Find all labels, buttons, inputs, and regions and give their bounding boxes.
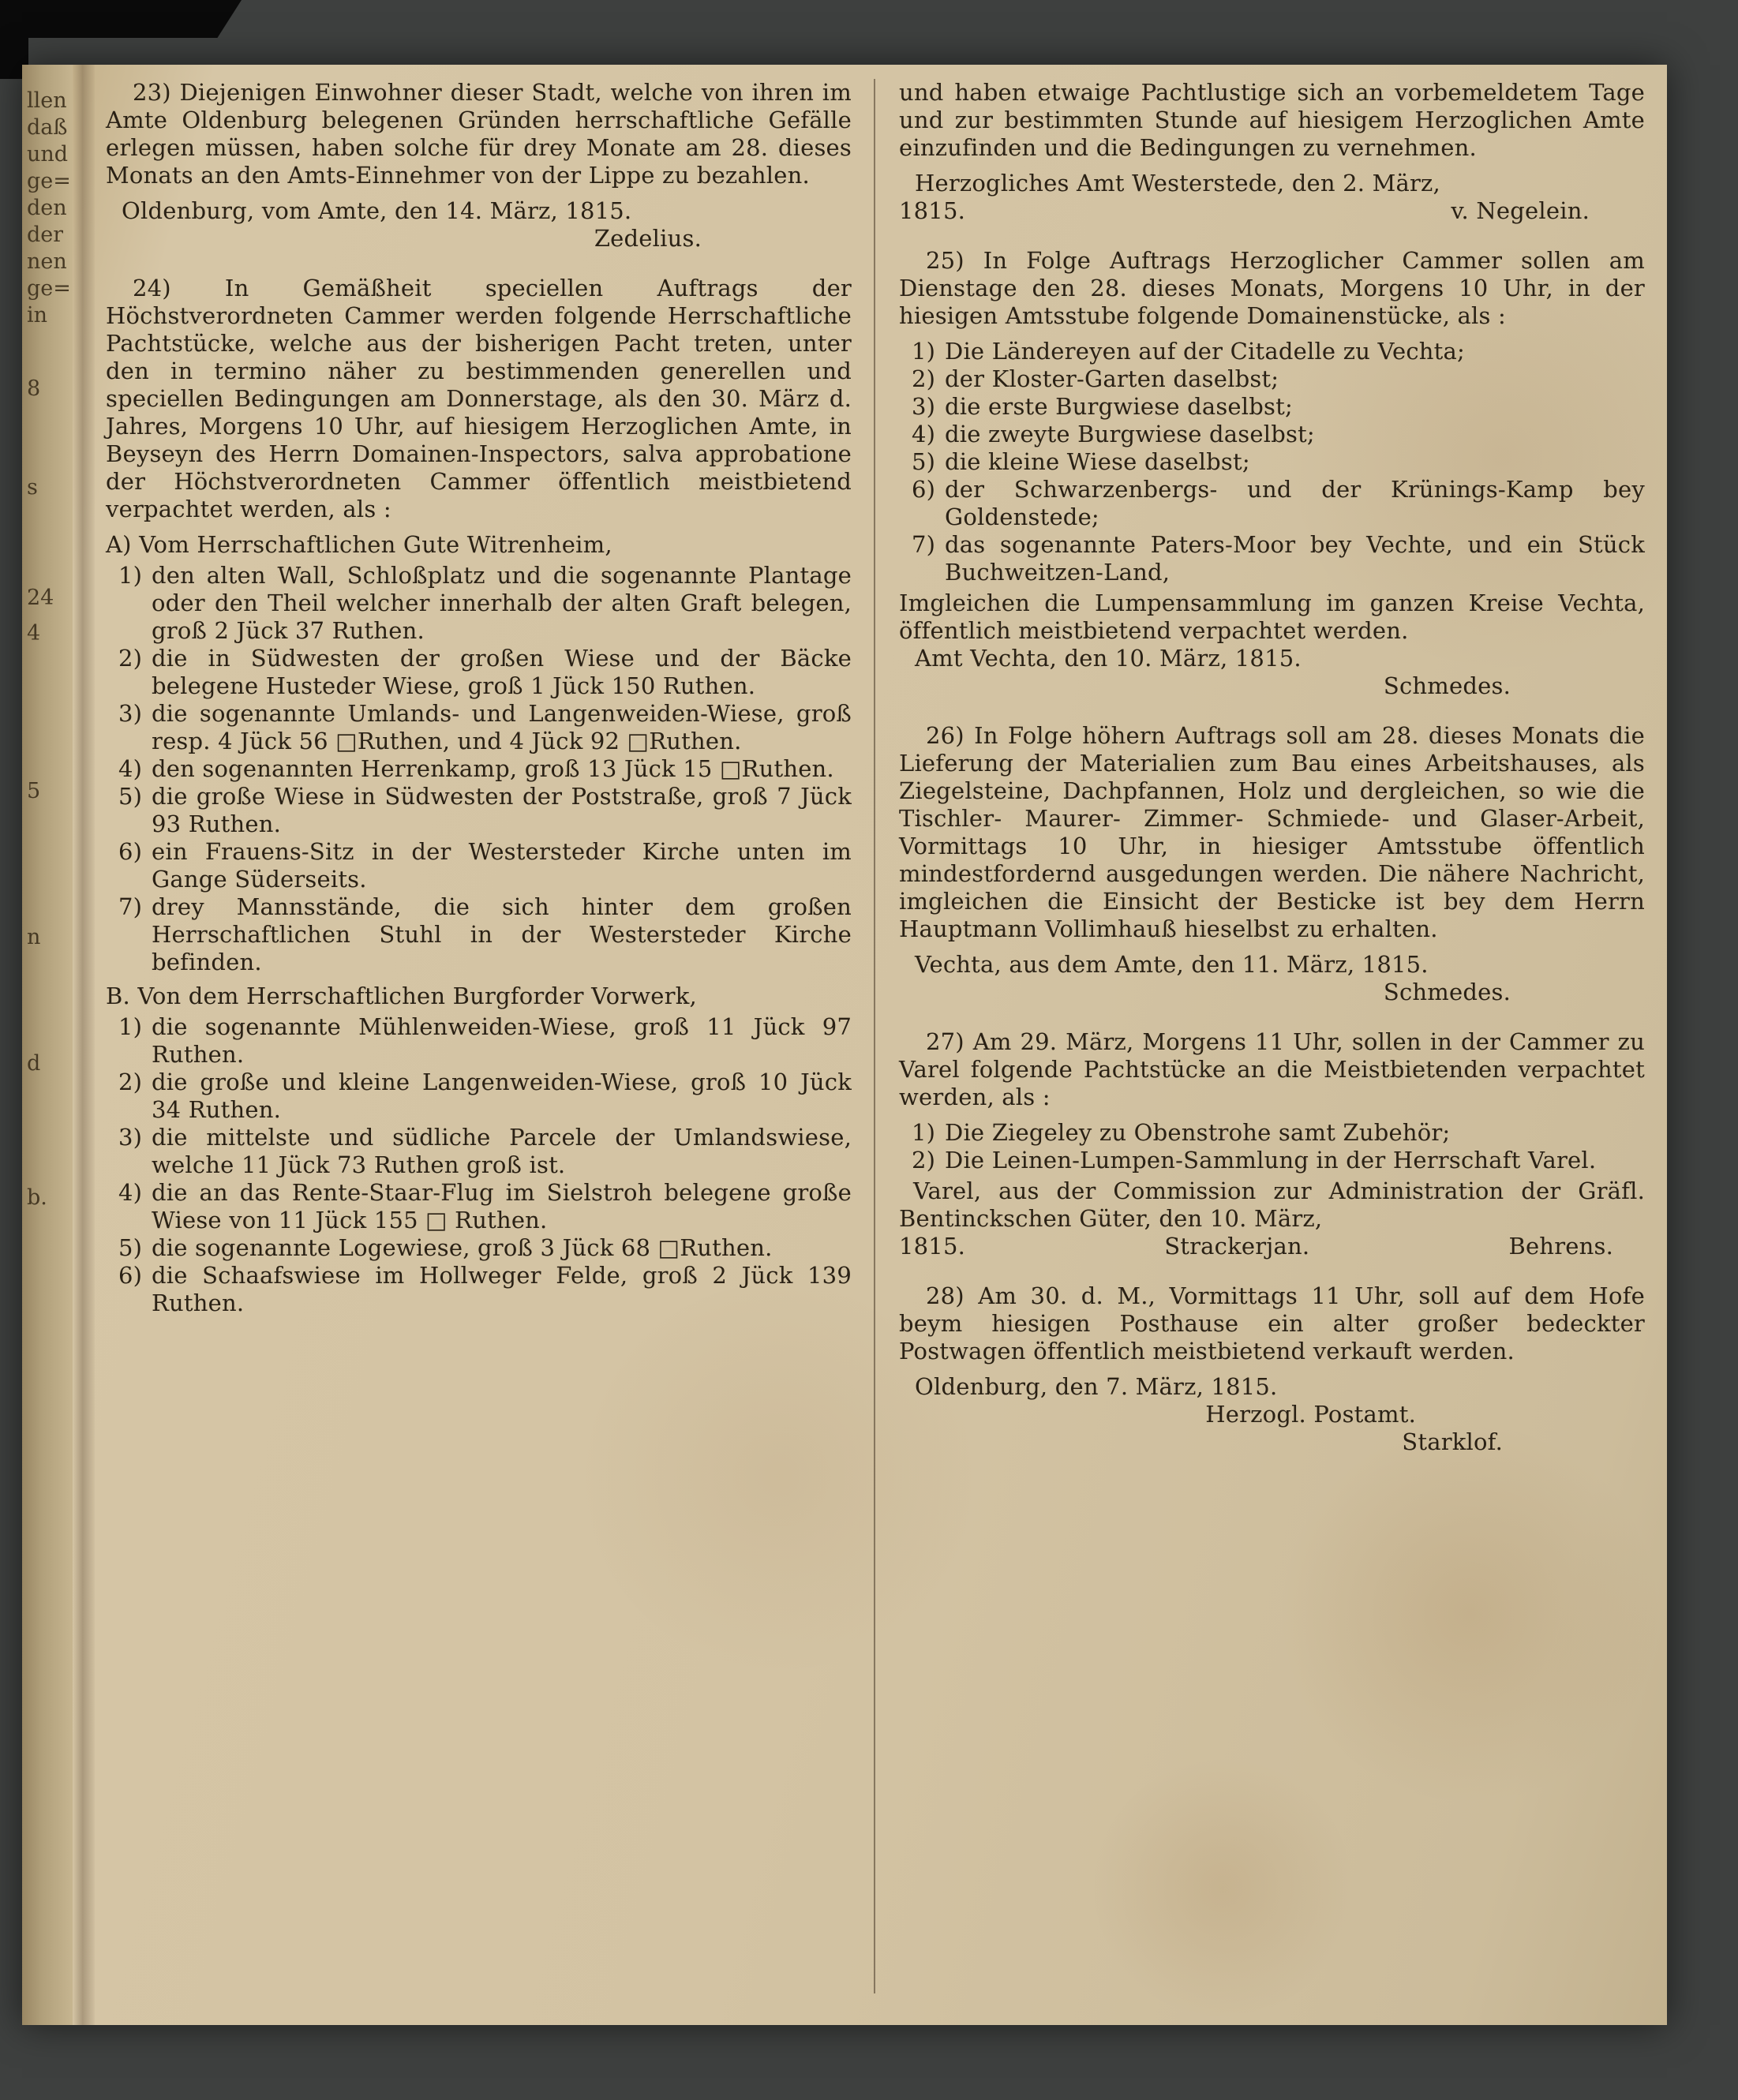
- notice-27-closing: Varel, aus der Commission zur Administration der Gräfl. Bentinckschen Güter, den 10. März,: [899, 1177, 1645, 1232]
- spine-text-fragment: der: [27, 223, 64, 247]
- notice-28-body: 28) Am 30. d. M., Vormittags 11 Uhr, soll auf dem Hofe beym hiesigen Posthause ein alter großer bedeckter Postwagen öffentlich meistbietend verkauft werden.: [899, 1282, 1645, 1364]
- list-item: [106, 1262, 852, 1317]
- list-item-number: 1): [118, 1013, 143, 1040]
- notice-27-list: [899, 1119, 1645, 1174]
- list-item: [899, 421, 1645, 448]
- notice-27: [899, 1028, 1645, 1260]
- list-item-text: die sogenannte Logewiese, groß 3 Jück 68 □Ruthen.: [152, 1234, 773, 1261]
- continuation-body: und haben etwaige Pachtlustige sich an vorbemeldetem Tage und zur bestimmten Stunde auf hiesigem Herzoglichen Amte einzufinden und die Bedingungen zu vernehmen.: [899, 79, 1645, 161]
- continuation-signature-line: [899, 197, 1645, 225]
- notice-25-signature: Schmedes.: [1383, 672, 1511, 699]
- spine-text-fragment: und: [27, 142, 69, 167]
- notice-24-body: 24) In Gemäßheit speciellen Auftrags der Höchstverordneten Cammer werden folgende Herrschaftliche Pachtstücke, welche aus der bisherigen Pacht treten, unter den in termino näher zu bestimmenden generellen und speciellen Bedingungen am Donnerstage, als den 30. März d. Jahres, Morgens 10 Uhr, auf hiesigem Herzoglichen Amte, in Beyseyn des Herrn Domainen-Inspectors, salva approbatione der Höchstverordneten Cammer öffentlich meistbietend verpachtet werden, als :: [106, 275, 852, 522]
- notice-25: [899, 247, 1645, 700]
- notice-26-signature: Schmedes.: [1383, 979, 1511, 1005]
- notice-24-section-a-heading: A) Vom Herrschaftlichen Gute Witrenheim,: [106, 531, 612, 558]
- list-item: [899, 365, 1645, 393]
- list-item: [899, 476, 1645, 531]
- list-item-number: 4): [118, 1179, 143, 1206]
- list-item-number: 3): [912, 393, 936, 420]
- notice-26-dateline: Vechta, aus dem Amte, den 11. März, 1815.: [915, 951, 1429, 978]
- list-item: [106, 1069, 852, 1124]
- notice-23-body: 23) Diejenigen Einwohner dieser Stadt, welche von ihren im Amte Oldenburg belegenen Gründen herrschaftliche Gefälle erlegen müssen, haben solche für drey Monate am 28. dieses Monats an den Amts-Einnehmer von der Lippe zu bezahlen.: [106, 79, 852, 189]
- notice-24: [106, 275, 852, 1317]
- spine-text-fragment: 8: [27, 376, 41, 401]
- notice-26: [899, 722, 1645, 1006]
- list-item-text: Die Leinen-Lumpen-Sammlung in der Herrschaft Varel.: [945, 1147, 1597, 1174]
- newspaper-page: [22, 65, 1667, 2025]
- list-item-number: 5): [118, 783, 143, 810]
- list-item-number: 2): [912, 1147, 936, 1174]
- list-item: [106, 1124, 852, 1179]
- notice-28: [899, 1282, 1645, 1456]
- spine-text-fragment: llen: [27, 88, 67, 113]
- list-item: [899, 1119, 1645, 1147]
- right-column: [874, 79, 1648, 1993]
- list-item-text: der Kloster-Garten daselbst;: [945, 365, 1279, 392]
- list-item-number: 6): [118, 1262, 143, 1289]
- list-item: [106, 1179, 852, 1234]
- list-item-text: der Schwarzenbergs- und der Krünings-Kamp bey Goldenstede;: [945, 476, 1645, 530]
- list-item: [106, 645, 852, 700]
- notice-27-signature-1: Strackerjan.: [1164, 1233, 1310, 1260]
- continuation-signature: v. Negelein.: [1451, 197, 1590, 224]
- notice-27-signature-2: Behrens.: [1508, 1233, 1613, 1260]
- notice-27-body: 27) Am 29. März, Morgens 11 Uhr, sollen in der Cammer zu Varel folgende Pachtstücke an die Meistbietenden verpachtet werden, als :: [899, 1028, 1645, 1110]
- notice-25-body: 25) In Folge Auftrags Herzoglicher Cammer sollen am Dienstage den 28. dieses Monats, Morgens 10 Uhr, in der hiesigen Amtsstube folgende Domainenstücke, als :: [899, 247, 1645, 329]
- spine-text-fragment: s: [27, 475, 38, 500]
- list-item-text: die in Südwesten der großen Wiese und der Bäcke belegene Husteder Wiese, groß 1 Jück 150 Ruthen.: [152, 645, 852, 699]
- list-item: [899, 1147, 1645, 1174]
- notice-25-dateline: Amt Vechta, den 10. März, 1815.: [915, 645, 1302, 672]
- notice-26-body: 26) In Folge höhern Auftrags soll am 28. dieses Monats die Lieferung der Materialien zum Bau eines Arbeitshauses, als Ziegelsteine, Dachpfannen, Holz und dergleichen, so wie die Tischler- Maurer- Zimmer- Schmiede- und Glaser-Arbeit, Vormittags 10 Uhr, in hiesiger Amtsstube öffentlich mindestfordernd ausgedungen werden. Die nähere Nachricht, imgleichen die Einsicht der Besticke ist bey dem Herrn Hauptmann Vollimhauß hieselbst zu erhalten.: [899, 722, 1645, 942]
- notice-25-closing: Imgleichen die Lumpensammlung im ganzen Kreise Vechta, öffentlich meistbietend verpachtet werden.: [899, 590, 1645, 644]
- list-item-number: 1): [118, 562, 143, 589]
- list-item-number: 2): [118, 1069, 143, 1095]
- list-item-number: 7): [912, 531, 936, 558]
- list-item-number: 7): [118, 893, 143, 920]
- list-item: [106, 783, 852, 838]
- spine-text-fragment: daß: [27, 115, 68, 140]
- notice-27-year: 1815.: [899, 1233, 966, 1260]
- list-item-text: ein Frauens-Sitz in der Westersteder Kirche unten im Gange Süderseits.: [152, 838, 852, 893]
- list-item-number: 5): [912, 448, 936, 475]
- list-item: [899, 338, 1645, 365]
- book-cover-corner: [0, 0, 242, 38]
- list-item-text: die Schaafswiese im Hollweger Felde, groß 2 Jück 139 Ruthen.: [152, 1262, 852, 1316]
- list-item-text: drey Mannsstände, die sich hinter dem großen Herrschaftlichen Stuhl in der Westersteder Kirche befinden.: [152, 893, 852, 975]
- continuation-dateline: Herzogliches Amt Westerstede, den 2. März,: [915, 170, 1440, 197]
- list-item: [899, 448, 1645, 476]
- spine-text-fragment: 24: [27, 586, 54, 610]
- list-item: [106, 700, 852, 755]
- list-item: [106, 1013, 852, 1069]
- list-item-number: 3): [118, 700, 143, 727]
- list-item-text: die erste Burgwiese daselbst;: [945, 393, 1293, 420]
- list-item-text: den alten Wall, Schloßplatz und die sogenannte Plantage oder den Theil welcher innerhalb der alten Graft belegen, groß 2 Jück 37 Ruthen.: [152, 562, 852, 644]
- text-columns: [95, 79, 1648, 1993]
- notice-24-section-b-list: [106, 1013, 852, 1317]
- spine-text-fragment: in: [27, 303, 48, 328]
- list-item-text: die zweyte Burgwiese daselbst;: [945, 421, 1315, 447]
- gutter-crease: [73, 65, 95, 2025]
- notice-28-dateline: Oldenburg, den 7. März, 1815.: [915, 1373, 1278, 1400]
- list-item: [106, 755, 852, 783]
- list-item-text: das sogenannte Paters-Moor bey Vechte, und ein Stück Buchweitzen-Land,: [945, 531, 1645, 586]
- notice-24-section-b-heading: B. Von dem Herrschaftlichen Burgforder Vorwerk,: [106, 983, 697, 1009]
- notice-28-office: Herzogl. Postamt.: [1205, 1401, 1416, 1428]
- list-item-text: die an das Rente-Staar-Flug im Sielstroh belegene große Wiese von 11 Jück 155 □ Ruthen.: [152, 1179, 852, 1233]
- spine-text-fragment: d: [27, 1051, 41, 1076]
- list-item-number: 4): [912, 421, 936, 447]
- list-item: [106, 838, 852, 893]
- list-item-text: die sogenannte Umlands- und Langenweiden-Wiese, groß resp. 4 Jück 56 □Ruthen, und 4 Jück 92 □Ruthen.: [152, 700, 852, 754]
- continuation-year: 1815.: [899, 197, 966, 224]
- list-item: [106, 1234, 852, 1262]
- list-item-text: die große Wiese in Südwesten der Poststraße, groß 7 Jück 93 Ruthen.: [152, 783, 852, 837]
- spine-text-fragment: nen: [27, 249, 67, 274]
- list-item-number: 5): [118, 1234, 143, 1261]
- notice-continuation: [899, 79, 1645, 225]
- list-item-number: 6): [912, 476, 936, 503]
- adjacent-page-edge: [22, 65, 73, 2025]
- list-item-number: 2): [118, 645, 143, 672]
- notice-23-dateline: Oldenburg, vom Amte, den 14. März, 1815.: [122, 197, 632, 224]
- left-column: [95, 79, 874, 1993]
- list-item-text: die sogenannte Mühlenweiden-Wiese, groß 11 Jück 97 Ruthen.: [152, 1013, 852, 1068]
- spine-text-fragment: n: [27, 925, 41, 949]
- notice-23-signature: Zedelius.: [594, 225, 702, 252]
- list-item-text: die große und kleine Langenweiden-Wiese, groß 10 Jück 34 Ruthen.: [152, 1069, 852, 1123]
- list-item-text: Die Ziegeley zu Obenstrohe samt Zubehör;: [945, 1119, 1451, 1146]
- notice-25-list: [899, 338, 1645, 586]
- spine-text-fragment: ge=: [27, 276, 71, 301]
- notice-24-section-a-list: [106, 562, 852, 976]
- list-item-number: 3): [118, 1124, 143, 1151]
- list-item-text: Die Ländereyen auf der Citadelle zu Vechta;: [945, 338, 1465, 365]
- list-item-text: die mittelste und südliche Parcele der Umlandswiese, welche 11 Jück 73 Ruthen groß ist.: [152, 1124, 852, 1178]
- list-item: [899, 531, 1645, 586]
- list-item-number: 1): [912, 338, 936, 365]
- spine-text-fragment: 5: [27, 779, 41, 803]
- notice-23: [106, 79, 852, 253]
- notice-27-signature-line: [899, 1233, 1645, 1260]
- list-item-number: 1): [912, 1119, 936, 1146]
- list-item: [899, 393, 1645, 421]
- list-item: [106, 562, 852, 645]
- spine-text-fragment: ge=: [27, 169, 71, 193]
- spine-text-fragment: den: [27, 196, 67, 220]
- spine-text-fragment: 4: [27, 621, 41, 646]
- list-item-text: die kleine Wiese daselbst;: [945, 448, 1250, 475]
- list-item: [106, 893, 852, 976]
- spine-text-fragment: b.: [27, 1185, 47, 1210]
- list-item-text: den sogenannten Herrenkamp, groß 13 Jück 15 □Ruthen.: [152, 755, 834, 782]
- list-item-number: 6): [118, 838, 143, 865]
- list-item-number: 4): [118, 755, 143, 782]
- notice-28-signature: Starklof.: [1402, 1428, 1503, 1455]
- list-item-number: 2): [912, 365, 936, 392]
